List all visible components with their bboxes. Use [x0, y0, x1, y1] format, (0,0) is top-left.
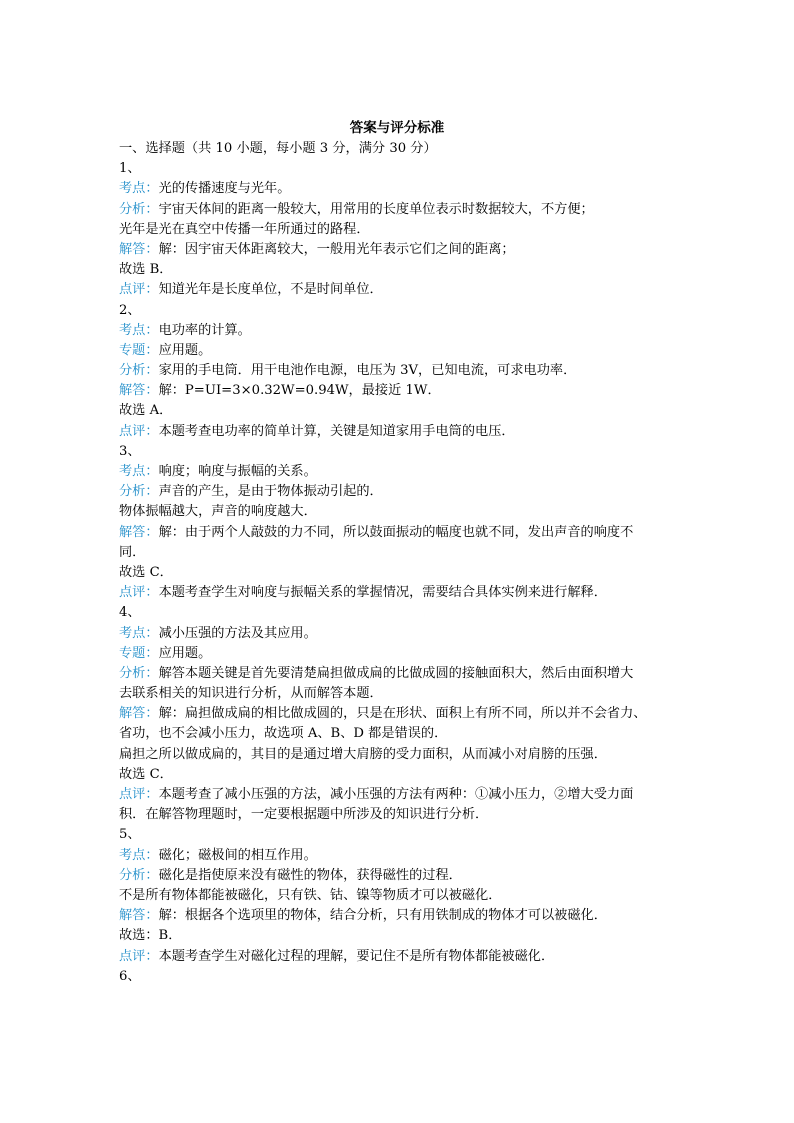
fenxi-continuation: 不是所有物体都能被磁化，只有铁、钴、镍等物质才可以被磁化． [119, 887, 502, 903]
answer-choice: 故选 B． [119, 262, 173, 278]
dianping-label: 点评： [119, 585, 159, 601]
jieda-line [119, 523, 679, 543]
dianping-line [119, 947, 679, 967]
jieda-line [119, 704, 679, 724]
fenxi-label: 分析： [119, 363, 159, 379]
dianping-line [119, 422, 679, 442]
fenxi-line [119, 482, 679, 502]
kaodian-text: 电功率的计算。 [158, 322, 251, 338]
answer-choice: 故选 C． [119, 766, 173, 782]
fenxi-text: 宇宙天体间的距离一般较大，用常用的长度单位表示时数据较大，不方便； [158, 201, 594, 217]
jieda-text: 解：由于两个人敲鼓的力不同，所以鼓面振动的幅度也就不同，发出声音的响度不 [158, 524, 634, 540]
zhuanti-text: 应用题。 [158, 645, 212, 661]
kaodian-label: 考点： [119, 181, 159, 197]
jieda-continuation: 同． [119, 544, 146, 560]
answer-choice: 故选 C． [119, 564, 173, 580]
dianping-label: 点评： [119, 423, 159, 439]
kaodian-text: 光的传播速度与光年。 [158, 181, 291, 197]
dianping-text: 本题考查学生对磁化过程的理解，要记住不是所有物体都能被磁化． [158, 948, 555, 964]
kaodian-line [119, 846, 679, 866]
question-number: 1、 [119, 161, 141, 177]
kaodian-label: 考点： [119, 625, 159, 641]
question-number: 4、 [119, 605, 141, 621]
jieda-line [119, 381, 679, 401]
question-number: 3、 [119, 443, 141, 459]
kaodian-text: 响度；响度与振幅的关系。 [158, 464, 317, 479]
jieda-text: 解：因宇宙天体距离较大，一般用光年表示它们之间的距离； [158, 241, 515, 257]
fenxi-line [119, 664, 679, 684]
zhuanti-label: 专题： [119, 645, 159, 661]
fenxi-label: 分析： [119, 867, 159, 883]
dianping-label: 点评： [119, 787, 159, 802]
fenxi-text: 磁化是指使原来没有磁性的物体，获得磁性的过程． [158, 867, 462, 883]
answer-choice: 故选：B． [119, 928, 182, 944]
jieda-label: 解答： [119, 706, 159, 722]
answer-content [119, 139, 679, 987]
fenxi-label: 分析： [119, 201, 159, 217]
dianping-text: 本题考查了减小压强的方法，减小压强的方法有两种：①减小压力，②增大受力面 [158, 787, 634, 802]
fenxi-continuation: 光年是光在真空中传播一年所通过的路程． [119, 221, 370, 237]
dianping-label: 点评： [119, 282, 159, 298]
fenxi-label: 分析： [119, 484, 159, 500]
fenxi-line [119, 361, 679, 381]
jieda-continuation: 省功，也不会减小压力，故选项 A、B、D 都是错误的． [119, 726, 448, 742]
dianping-continuation: 积．在解答物理题时，一定要根据题中所涉及的知识进行分析． [119, 807, 489, 823]
zhuanti-text: 应用题。 [158, 342, 212, 358]
fenxi-text: 家用的手电筒．用干电池作电源，电压为 3V，已知电流，可求电功率． [158, 363, 577, 379]
jieda-label: 解答： [119, 241, 159, 257]
kaodian-line [119, 179, 679, 199]
jieda-line [119, 906, 679, 926]
section-heading: 一、选择题（共 10 小题，每小题 3 分，满分 30 分） [119, 141, 437, 156]
dianping-text: 本题考查学生对响度与振幅关系的掌握情况，需要结合具体实例来进行解释． [158, 585, 607, 601]
kaodian-line [119, 624, 679, 644]
dianping-text: 本题考查电功率的简单计算，关键是知道家用手电筒的电压． [158, 423, 515, 439]
answer-choice: 故选 A． [119, 403, 173, 419]
kaodian-text: 磁化；磁极间的相互作用。 [158, 847, 317, 863]
jieda-line [119, 240, 679, 260]
question-number: 6、 [119, 968, 141, 984]
jieda-text: 解：P=UI=3×0.32W=0.94W，最接近 1W． [158, 383, 441, 399]
jieda-label: 解答： [119, 383, 159, 399]
zhuanti-line [119, 644, 679, 664]
jieda-text: 解：扁担做成扁的相比做成圆的，只是在形状、面积上有所不同，所以并不会省力、 [158, 706, 647, 722]
question-number: 2、 [119, 302, 141, 318]
zhuanti-label: 专题： [119, 342, 159, 358]
jieda-text: 解：根据各个选项里的物体，结合分析，只有用铁制成的物体才可以被磁化． [158, 908, 607, 924]
fenxi-continuation: 物体振幅越大，声音的响度越大． [119, 504, 317, 520]
kaodian-label: 考点： [119, 847, 159, 863]
dianping-label: 点评： [119, 948, 159, 964]
dianping-line [119, 280, 679, 300]
fenxi-continuation: 去联系相关的知识进行分析，从而解答本题． [119, 686, 383, 702]
jieda-label: 解答： [119, 524, 159, 540]
question-number: 5、 [119, 827, 141, 843]
fenxi-text: 声音的产生，是由于物体振动引起的． [158, 484, 383, 500]
kaodian-line [119, 321, 679, 341]
kaodian-line [119, 462, 679, 482]
fenxi-text: 解答本题关键是首先要清楚扁担做成扁的比做成圆的接触面积大，然后由面积增大 [158, 665, 634, 681]
kaodian-label: 考点： [119, 464, 159, 479]
fenxi-line [119, 866, 679, 886]
kaodian-text: 减小压强的方法及其应用。 [158, 625, 317, 641]
jieda-label: 解答： [119, 908, 159, 924]
jieda-continuation: 扁担之所以做成扁的，其目的是通过增大肩膀的受力面积，从而减小对肩膀的压强． [119, 746, 607, 762]
dianping-line [119, 785, 679, 805]
fenxi-line [119, 200, 679, 220]
page-title: 答案与评分标准 [349, 120, 445, 136]
zhuanti-line [119, 341, 679, 361]
fenxi-label: 分析： [119, 665, 159, 681]
kaodian-label: 考点： [119, 322, 159, 338]
dianping-line [119, 583, 679, 603]
dianping-text: 知道光年是长度单位，不是时间单位． [158, 282, 383, 298]
